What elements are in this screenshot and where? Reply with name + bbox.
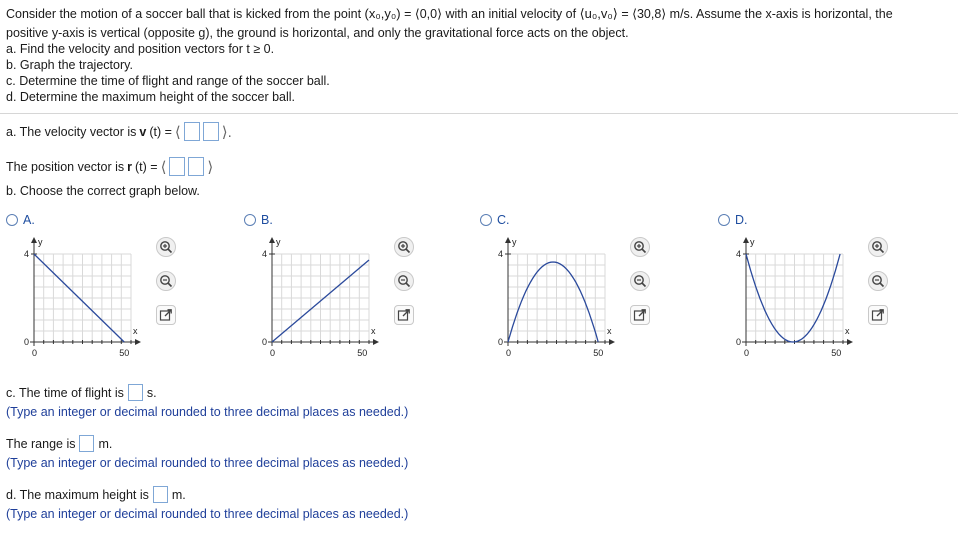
trajectory-curve [508,262,598,342]
zoom-out-icon[interactable] [394,271,414,291]
flight-time-unit: s. [146,385,157,400]
x-zero-label: 0 [506,348,512,358]
x-axis-label: x [371,326,376,336]
position-label: The position vector is [6,159,125,174]
x-tick-label: 50 [831,348,842,358]
y-zero-label: 0 [498,337,504,347]
y-axis-arrow [269,237,275,243]
y-zero-label: 0 [24,337,30,347]
option-d[interactable] [718,213,748,227]
x-zero-label: 0 [744,348,750,358]
y-tick-label: 4 [736,249,742,259]
expand-icon[interactable] [630,305,650,325]
x-tick-label: 50 [593,348,604,358]
expand-icon[interactable] [156,305,176,325]
trajectory-graph-c [482,236,617,366]
y-zero-label: 0 [736,337,742,347]
problem-line-1 [6,6,893,22]
radio-button[interactable] [480,214,492,226]
initial-position-vector: (x₀,y₀) [364,6,401,21]
option-letter: A. [23,213,35,227]
position-equation-text: = ⟨0,0⟩ with an initial velocity of [404,7,577,21]
option-b[interactable] [244,213,273,227]
option-letter: B. [261,213,273,227]
problem-intro-text: Consider the motion of a soccer ball that is kicked from the point [6,7,362,21]
y-axis-label: y [38,237,43,247]
x-tick-label: 50 [119,348,130,358]
velocity-x-input[interactable] [184,122,200,141]
velocity-suffix: (t) = [149,124,172,139]
flight-time-row [6,384,157,401]
graph-prompt: b. Choose the correct graph below. [6,184,200,198]
y-axis-arrow [505,237,511,243]
radio-button[interactable] [6,214,18,226]
zoom-in-icon[interactable] [394,237,414,257]
y-axis-label: y [276,237,281,247]
zoom-out-icon[interactable] [868,271,888,291]
max-height-label: d. The maximum height is [6,487,149,502]
x-axis-arrow [135,339,141,345]
position-symbol: r [127,159,132,174]
option-letter: D. [735,213,748,227]
zoom-in-icon[interactable] [156,237,176,257]
velocity-label: a. The velocity vector is [6,124,137,139]
x-axis-arrow [609,339,615,345]
x-axis-arrow [847,339,853,345]
zoom-out-icon[interactable] [630,271,650,291]
problem-item-b: b. Graph the trajectory. [6,58,133,72]
divider [0,113,958,114]
position-x-input[interactable] [169,157,185,176]
x-axis-label: x [133,326,138,336]
x-tick-label: 50 [357,348,368,358]
expand-icon[interactable] [868,305,888,325]
flight-time-input[interactable] [128,384,143,401]
angle-bracket-right: ⟩ [207,158,214,176]
y-axis-label: y [512,237,517,247]
max-height-unit: m. [171,487,186,502]
problem-line-2: positive y-axis is vertical (opposite g), the ground is horizontal, and only the gravitational force acts on the object. [6,26,629,40]
position-y-input[interactable] [188,157,204,176]
trajectory-graph-b [246,236,381,366]
trajectory-graph-a [8,236,143,366]
option-a[interactable] [6,213,35,227]
angle-bracket-left: ⟨ [160,158,167,176]
option-letter: C. [497,213,510,227]
y-zero-label: 0 [262,337,268,347]
flight-time-label: c. The time of flight is [6,385,124,400]
max-height-input[interactable] [153,486,168,503]
velocity-equation-text: = ⟨30,8⟩ m/s. Assume the x-axis is horizontal, the [621,7,893,21]
expand-icon[interactable] [394,305,414,325]
y-axis-arrow [31,237,37,243]
y-tick-label: 4 [24,249,30,259]
velocity-vector-row [6,122,232,141]
range-row [6,435,112,452]
zoom-in-icon[interactable] [868,237,888,257]
range-label: The range is [6,436,76,451]
x-zero-label: 0 [32,348,38,358]
max-height-hint: (Type an integer or decimal rounded to three decimal places as needed.) [6,507,409,521]
range-hint: (Type an integer or decimal rounded to three decimal places as needed.) [6,456,409,470]
option-c[interactable] [480,213,510,227]
y-axis-label: y [750,237,755,247]
problem-item-a: a. Find the velocity and position vectors for t ≥ 0. [6,42,275,56]
zoom-out-icon[interactable] [156,271,176,291]
problem-item-c: c. Determine the time of flight and range of the soccer ball. [6,74,330,88]
angle-bracket-left: ⟨ [174,123,181,141]
velocity-y-input[interactable] [203,122,219,141]
x-axis-label: x [845,326,850,336]
x-axis-label: x [607,326,612,336]
velocity-symbol: v [139,124,147,139]
zoom-in-icon[interactable] [630,237,650,257]
flight-time-hint: (Type an integer or decimal rounded to three decimal places as needed.) [6,405,409,419]
trajectory-graph-d [720,236,855,366]
max-height-row [6,486,186,503]
problem-item-d: d. Determine the maximum height of the soccer ball. [6,90,296,104]
x-zero-label: 0 [270,348,276,358]
angle-bracket-right: ⟩. [221,123,232,141]
x-axis-arrow [373,339,379,345]
radio-button[interactable] [718,214,730,226]
range-unit: m. [98,436,113,451]
range-input[interactable] [79,435,94,452]
y-tick-label: 4 [262,249,268,259]
initial-velocity-vector: ⟨u₀,v₀⟩ [579,6,618,21]
position-vector-row [6,157,213,176]
y-tick-label: 4 [498,249,504,259]
radio-button[interactable] [244,214,256,226]
y-axis-arrow [743,237,749,243]
position-suffix: (t) = [134,159,158,174]
